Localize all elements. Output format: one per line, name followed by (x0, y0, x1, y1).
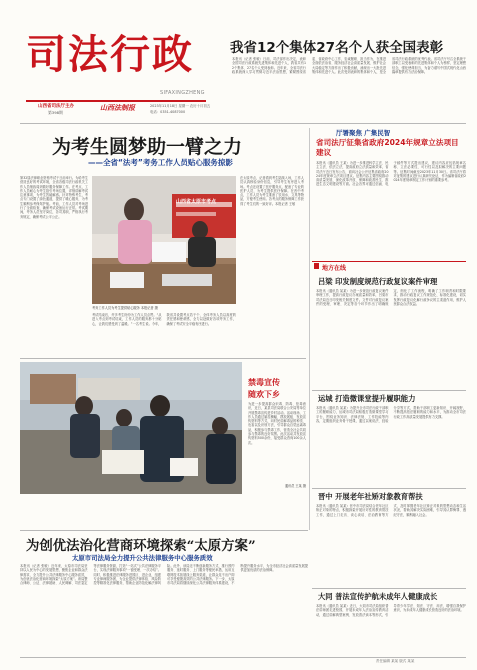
local-item-body: 本报讯（通讯员 某某）近日，大同市司法局组织普法讲师团走进校园，开展未成年人法治宣传教育活动，通过讲解典型案例、发放普法读本等形式，引导青少年学法、知法、守法、用法，增强自我保护意识，为未成年人健康成长营造良好的法治环境。 (316, 604, 466, 617)
masthead-pinyin: SIFAXINGZHENG (160, 90, 205, 96)
drug-subheadline: 随欢下乡 (248, 390, 280, 399)
exam-photo-sign: 山西省太原市考点 (176, 199, 217, 205)
exam-photo-caption: 考务工作人员为考生提供贴心服务 本报记者 摄 (92, 306, 158, 310)
lead-column-2: 考试结束后，许多考生纷纷为工作人员点赞。“从进入考点到考试结束，工作人员的服务都十分贴心，让我们感受到了温暖。”一名考生说。今年，我省共设置考点若干个，全体考务人员以高度的责任感和使命感，全力以赴做好各项考务工作，确保了考试安全平稳有序进行。 (92, 313, 236, 326)
drug-campaign-photo (20, 362, 242, 494)
sidebar-kicker: 厅署聚焦 广集民智 (336, 129, 391, 137)
masthead-date: 2023年11月18日 星期一 农历十月初五 (150, 104, 211, 108)
bottom-headline: 为创优法治化营商环境探索“太原方案” (26, 538, 256, 554)
masthead-logo: 司法行政 (26, 31, 194, 78)
footer-editor-line: 责任编辑 某某 版式 某某 (376, 659, 415, 663)
local-divider (312, 488, 466, 489)
sidebar-body: 本报讯（通讯员 王某）为进一步推进科学立法、民主立法、依法立法，提高政府立法质量和效率，省司法厅近日发布公告，面向社会公开征集省政府2024年度规章立法项目建议。征集内容主要围绕推动高质量发展、深化改革开放、保障和改善民生、推进生态文明建设等方面。社会各界可通过信函、电子邮件等方式提出建议，建议内容应包括规章名称、立法必要性、可行性以及拟解决的主要问题等。征集时间截至2023年11月30日。省司法厅将对征集的建议进行认真研究论证，作为编制省政府2024年度规章制定工作计划的重要参考。 (316, 161, 466, 187)
lead-column-3: 在太原考点，记者看到考生陆续入场，工作人员认真核验身份信息，引导考生有序进入考场。考点还设置了医疗服务点，配备了专业的医护人员，为考生提供医疗保障。在晋中考点，工作人员为考生准备了饮用水、文具等物品，方便考生使用。各考点的服务保障工作获得了考生们的一致好评。本报记者 王敏 (240, 176, 304, 206)
drug-byline: 通讯员 王某 摄 (284, 484, 306, 488)
drug-campaign-photo-art (20, 362, 242, 494)
local-item-body: 本报讯（通讯员 某某）为提升全市司法行政干部职工的履职能力，运城市司法局积极打造微课堂学习平台，围绕业务知识、法律法规、工作技能等内容，定期组织业务骨干授课，通过以案说法、经验分享等方式，帮助干部职工更新知识、开阔视野，不断提高依法履职的能力和水平，为推动全市司法行政工作高质量发展提供有力支撑。 (316, 406, 466, 423)
exam-service-photo-art (92, 176, 236, 304)
drug-body: 为进一步提高群众识毒、防毒、拒毒意识，近日，某县司法局联合公安局等单位开展禁毒宣传进乡村活动。活动现场，工作人员通过悬挂横幅、摆放展板、发放宣传资料等方式，向村民讲解毒品的种类、危害以及识别方法，引导群众自觉远离毒品，积极参与禁毒工作，营造全社会共同参与禁毒的良好氛围。此次活动共发放宣传资料500余份，接受群众咨询100余人次。 (248, 402, 306, 445)
bottom-divider (20, 530, 308, 531)
top-story-body: 本报讯（记者 张敏）日前，司法部作出决定，表彰全国司法行政系统先进集体和先进个人，我省共有12个集体、27名个人受到表彰。近年来，全省司法行政系统深入学习贯彻习近平法治思想，紧紧围绕省委、省政府中心工作，忠诚履职、担当作为，在推进全面依法治省、服务经济社会高质量发展、维护社会大局稳定等方面作出了积极贡献，涌现出一大批先进集体和先进个人。此次受到表彰的集体和个人，是全省司法行政系统的优秀代表。省司法厅号召全系统干部职工以受表彰的先进集体和个人为榜样，坚定理想信念，强化使命担当，为奋力谱写中国式现代化山西篇章提供有力法治保障。 (232, 57, 466, 74)
lead-bottom-divider (20, 358, 306, 359)
exam-service-photo (92, 176, 236, 304)
local-section-header: 地方在线 (322, 265, 347, 272)
drug-headline: 禁毒宣传 (248, 378, 280, 387)
lead-headline: 为考生圆梦助一臂之力 (52, 136, 243, 158)
sidebar-headline: 省司法厅征集省政府2024年规章立法项目建议 (316, 138, 459, 157)
top-story-headline: 我省12个集体27名个人获全国表彰 (230, 40, 444, 56)
local-divider (312, 390, 466, 391)
bottom-body: 本报讯（记者 张敏）近年来，太原市司法局坚持以人民为中心的发展思想，聚焦企业和群众法律需求，全力提升公共法律服务中心服务质效，为创优法治化营商环境探索“太原方案”。该局整合律师、公证、法律援助、人民调解、司法鉴定等法律服务资源，打造“一站式”公共法律服务平台，实现法律服务事项“一窗受理、一次办结”。同时，积极推进法律服务进园区、进企业，组建专业律师服务团，为企业提供法律体检、风险防控等精准化法律服务，帮助企业防范化解法律风险。此外，该局还不断创新服务方式，推行预约服务、延时服务、上门服务等便民举措，运用互联网技术拓展线上服务渠道，让群众足不出户即可享受便捷高效的公共法律服务。下一步，太原市司法局将继续深化公共法律服务体系建设，不断提升服务水平，为全市经济社会高质量发展提供更加优质的法治保障。 (20, 564, 308, 586)
masthead-brand: 山西法制报 (100, 103, 135, 112)
bottom-subheadline: 太原市司法局全力提升公共法律服务中心服务质效 (72, 554, 213, 562)
lead-column-1: 第32届法律职业资格考试于日前举行。为给考生营造良好的考试环境，全省各级司法行政机关工作人员细致周到做好服务保障工作。在考点，工作人员耐心为考生指引考场位置，详细讲解考试注意事项，为考生答疑解惑。针对特殊考生，考点专门设置了绿色通道，提供了暖心服务，为考生顺利参考保驾护航。考前，工作人员对考场进行了全面检查，确保考试设备运行正常。考试期间，考务人员坚守岗位，各司其职，严格执行考务规定，确保考试公平公正。 (20, 176, 88, 219)
local-item-headline: 吕梁 印发制度规范行政复议案件审理 (318, 277, 438, 286)
left-right-divider (309, 128, 310, 530)
masthead-sponsor: 山西省司法厅主办 (38, 104, 74, 109)
local-item-body: 本报讯（通讯员 某某）为进一步规范行政复议案件审理工作，提高行政复议办案质量和效率，吕梁市司法局近日印发相关制度文件。文件对行政复议案件的受理、审理、决定等各个环节作出了明确规定，细化了工作流程，明确了工作职责和时限要求，推动行政复议工作规范化、标准化建设，切实发挥行政复议化解行政争议的主渠道作用，维护人民群众合法权益。 (316, 289, 466, 306)
footer-rule (20, 657, 466, 658)
local-item-headline: 大同 普法宣传护航未成年人健康成长 (318, 592, 438, 601)
lead-subheadline: ——全省“法考”考务工作人员贴心服务掠影 (88, 158, 233, 167)
masthead-issue: 第398期 (48, 110, 63, 115)
local-section-icon (314, 263, 319, 269)
masthead-phone: 电话：0351-4087000 (150, 110, 186, 114)
masthead-red-rule (26, 100, 206, 102)
local-item-headline: 运城 打造微课堂提升履职能力 (318, 394, 416, 403)
local-item-headline: 晋中 开展老年社矫对象教育帮扶 (318, 492, 423, 501)
local-item-body: 本报讯（通讯员 某某）晋中市司法局结合老年社区矫正对象的特点，积极探索开展针对性的教育帮扶工作，通过上门走访、谈心谈话、法治教育等方式，及时掌握老年社区矫正对象的思想动态和生活状况，帮助其解决实际困难，引导其认罪悔罪、遵纪守法，顺利融入社会。 (316, 504, 466, 517)
local-divider (312, 588, 466, 589)
local-section-bar (312, 261, 466, 262)
top-divider (20, 123, 466, 124)
